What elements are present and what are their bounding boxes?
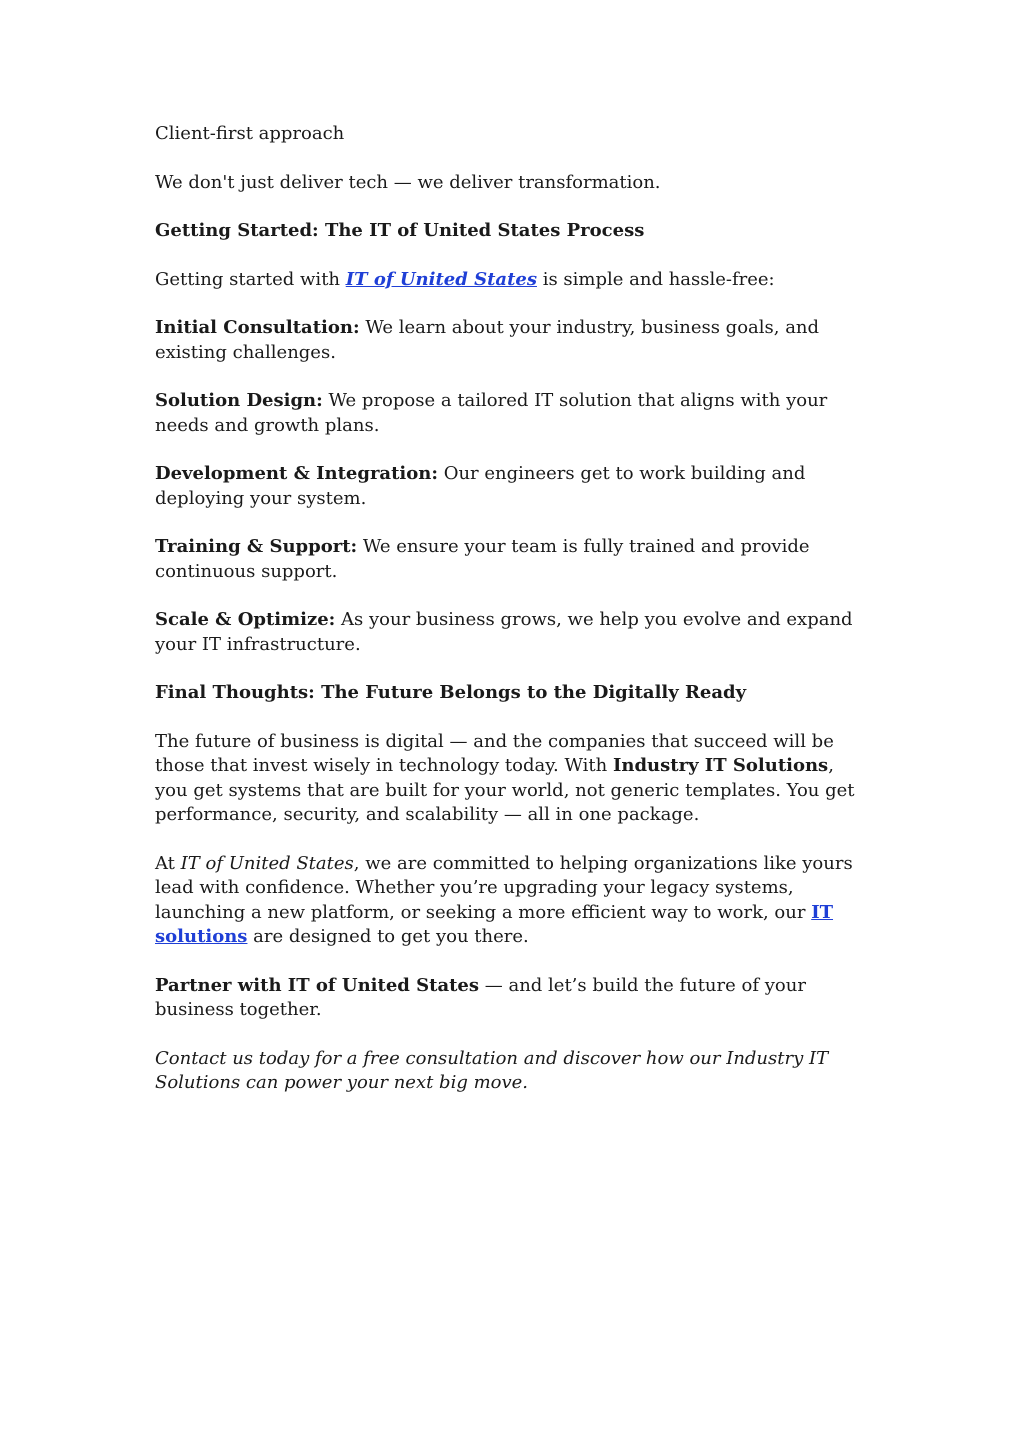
step-label: Development & Integration: — [155, 463, 438, 484]
intro-before: Getting started with — [155, 268, 346, 290]
step-label: Scale & Optimize: — [155, 609, 336, 630]
step-label: Solution Design: — [155, 390, 323, 411]
subtitle: We don't just deliver tech — we deliver transformation. — [155, 171, 661, 193]
commit-middle: , we are committed to helping organizations like yours lead with confidence. Whether you’re upgrading your legacy systems, launching a new platform, or seeking a more efficient way to work, our — [155, 852, 853, 923]
step-initial-consultation — [155, 316, 867, 365]
partner-paragraph — [155, 974, 867, 1023]
step-text: We learn about your industry, business goals, and existing challenges. — [155, 317, 820, 363]
partner-rest: — and let’s build the future of your business together. — [155, 974, 806, 1020]
step-text: As your business grows, we help you evolve and expand your IT infrastructure. — [155, 609, 853, 655]
commit-suffix: are designed to get you there. — [247, 926, 529, 947]
future-after: , you get systems that are built for your world, not generic templates. You get performance, security, and scalability — all in one package. — [155, 755, 855, 825]
step-label: Initial Consultation: — [155, 317, 360, 338]
commit-paragraph — [155, 852, 867, 950]
heading-final-text: Final Thoughts: The Future Belongs to the Digitally Ready — [155, 682, 747, 703]
tagline: Client-first approach — [155, 123, 345, 144]
future-before: The future of business is digital — and the companies that succeed will be those that invest wisely in technology today. With — [155, 730, 834, 776]
step-scale-optimize — [155, 608, 867, 657]
commit-prefix: At — [155, 852, 181, 874]
future-paragraph — [155, 730, 867, 828]
partner-bold: Partner with IT of United States — [155, 974, 480, 996]
heading-final — [155, 681, 867, 706]
contact-paragraph: Contact us today for a free consultation and discover how our Industry IT Solutions can power your next big move. — [155, 1047, 829, 1093]
step-solution-design — [155, 389, 867, 438]
step-label: Training & Support: — [155, 536, 358, 557]
future-bold: Industry IT Solutions — [612, 755, 829, 776]
it-solutions-link[interactable]: IT solutions — [155, 901, 834, 947]
document-body — [155, 122, 867, 1120]
commit-italic: IT of United States — [180, 852, 354, 874]
intro-after: is simple and hassle-free: — [536, 268, 775, 290]
step-text: Our engineers get to work building and deploying your system. — [155, 463, 806, 509]
step-development-integration — [155, 462, 867, 511]
heading-process — [155, 219, 867, 244]
step-training-support — [155, 535, 867, 584]
it-of-united-states-link[interactable]: IT of United States — [345, 268, 537, 290]
heading-process-text: Getting Started: The IT of United States Process — [155, 220, 645, 241]
step-text: We propose a tailored IT solution that aligns with your needs and growth plans. — [155, 390, 828, 436]
step-text: We ensure your team is fully trained and provide continuous support. — [155, 536, 810, 582]
intro-paragraph — [155, 268, 867, 293]
